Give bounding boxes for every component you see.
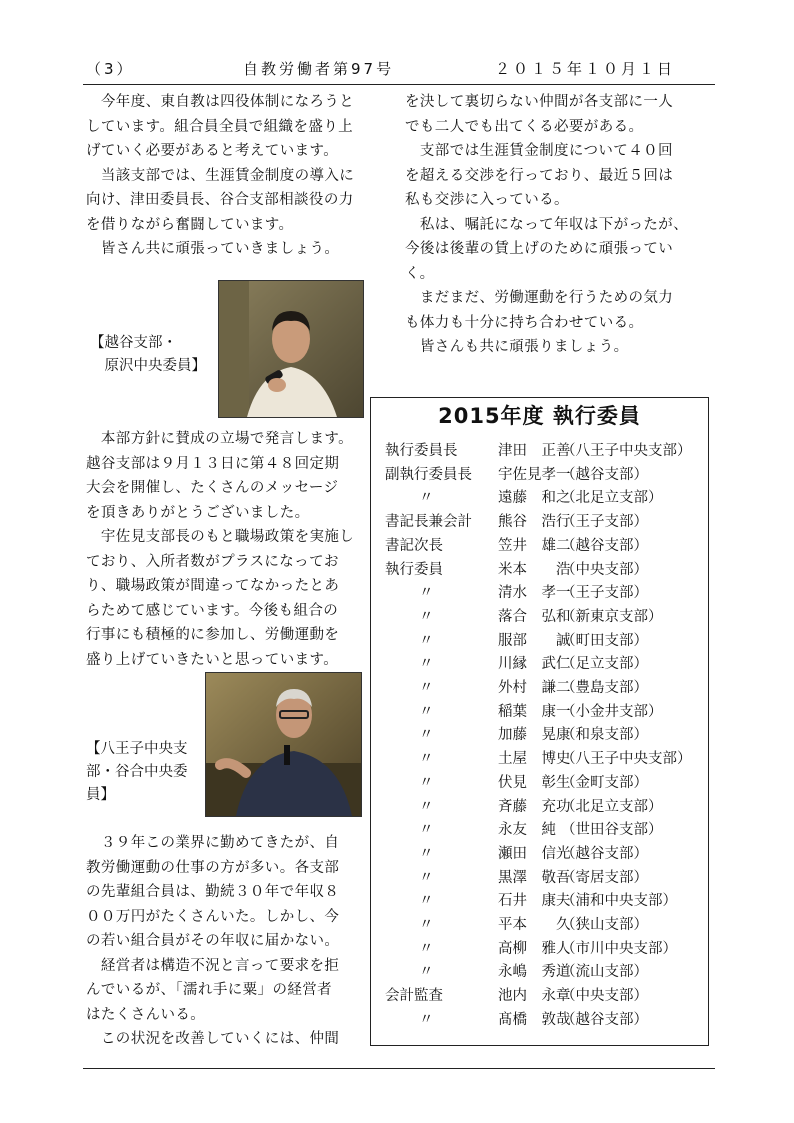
member-name: 外村 謙二	[498, 680, 571, 696]
photo-caption-harasawa	[90, 332, 206, 378]
member-name: 永嶋 秀道	[498, 964, 571, 981]
member-branch: （八王子中央支部）	[561, 443, 692, 459]
member-name: 池内 永章	[498, 988, 571, 1005]
committee-member-row	[371, 463, 708, 487]
member-name: 加藤 晃康	[498, 727, 571, 744]
member-name: 平本 久	[498, 917, 571, 933]
text-line: く。	[405, 265, 435, 282]
text-line: 今後は後輩の賃上げのために頑張ってい	[405, 241, 674, 257]
committee-member-row	[371, 486, 708, 510]
committee-member-row	[371, 581, 708, 605]
member-role: 〃	[419, 608, 434, 625]
committee-member-row	[371, 1008, 708, 1032]
text-line: を頂きありがとうございました。	[86, 504, 310, 521]
text-line: ３９年この業界に勤めてきたが、自	[86, 835, 340, 851]
member-name: 永友 純	[498, 822, 556, 839]
member-branch: （中央支部）	[561, 988, 648, 1005]
member-role: 〃	[419, 845, 434, 862]
member-role: 〃	[419, 1011, 434, 1028]
committee-member-row	[371, 605, 708, 629]
committee-member-row	[371, 913, 708, 937]
text-line: 当該支部では、生涯賃金制度の導入に	[86, 167, 355, 184]
member-name: 高柳 雅人	[498, 940, 571, 957]
member-role: 〃	[419, 656, 434, 673]
member-name: 熊谷 浩行	[498, 514, 571, 531]
committee-member-row	[371, 558, 708, 582]
committee-member-row	[371, 818, 708, 842]
text-line: げていく必要があると考えています。	[86, 143, 339, 159]
text-line: 私も交渉に入っている。	[405, 192, 569, 208]
right-top-text	[405, 90, 688, 360]
photo-harasawa	[218, 280, 364, 418]
committee-member-row	[371, 700, 708, 724]
left-top-text	[86, 90, 354, 262]
member-name: 髙橋 敦哉	[498, 1011, 571, 1028]
caption-line: 員】	[86, 787, 115, 803]
text-line: ており、入所者数がプラスになってお	[86, 553, 339, 570]
text-line: 経営者は構造不況と言って要求を拒	[86, 957, 340, 974]
text-line: 盛り上げていきたいと思っています。	[86, 651, 339, 668]
member-branch: （町田支部）	[561, 632, 648, 649]
text-line: の若い組合員がその年収に届かない。	[86, 933, 340, 949]
member-branch: （浦和中央支部）	[561, 893, 677, 910]
text-line: 大会を開催し、たくさんのメッセージ	[86, 480, 339, 496]
member-branch: （八王子中央支部）	[561, 751, 692, 768]
committee-member-row	[371, 534, 708, 558]
committee-member-row	[371, 510, 708, 534]
member-branch: （新東京支部）	[561, 608, 663, 625]
member-role: 〃	[419, 632, 434, 649]
member-role: 〃	[419, 869, 434, 886]
member-branch: （中央支部）	[561, 561, 648, 578]
text-line: 宇佐見支部長のもと職場政策を実施し	[86, 529, 355, 545]
issue-date: ２０１５年１０月１日	[495, 60, 676, 78]
text-line: 越谷支部は９月１３日に第４８回定期	[86, 455, 340, 472]
text-line: 向け、津田委員長、谷合支部相談役の力	[86, 192, 354, 208]
text-line: 本部方針に賛成の立場で発言します。	[86, 431, 354, 447]
member-role: 〃	[419, 822, 434, 839]
member-name: 川縁 武仁	[498, 656, 571, 673]
member-branch: （市川中央支部）	[561, 940, 677, 957]
text-line: 支部では生涯賃金制度について４０回	[405, 143, 673, 159]
member-branch: （豊島支部）	[561, 680, 648, 696]
member-role: 会計監査	[385, 988, 443, 1005]
text-line: まだまだ、労働運動を行うための気力	[405, 290, 674, 306]
member-role: 〃	[419, 727, 434, 744]
member-name: 石井 康夫	[498, 893, 571, 910]
text-line: の先輩組合員は、勤続３０年で年収８	[86, 884, 340, 900]
text-line: らためて感じています。今後も組合の	[86, 602, 339, 619]
member-name: 米本 浩	[498, 561, 571, 578]
caption-line: 部・谷合中央委	[86, 764, 188, 780]
member-role: 執行委員長	[385, 443, 458, 459]
member-role: 〃	[419, 798, 434, 815]
header-rule	[83, 84, 715, 85]
committee-member-row	[371, 629, 708, 653]
text-line: も体力も十分に持ち合わせている。	[405, 314, 644, 331]
committee-box	[370, 397, 709, 1046]
committee-member-row	[371, 747, 708, 771]
page-number: （3）	[86, 60, 135, 78]
member-role: 〃	[419, 585, 434, 602]
member-branch: （足立支部）	[561, 656, 648, 673]
member-branch: （王子支部）	[561, 514, 648, 531]
member-name: 稲葉 康一	[498, 703, 571, 720]
text-line: この状況を改善していくには、仲間	[86, 1031, 340, 1047]
member-name: 落合 弘和	[498, 608, 571, 625]
committee-member-row	[371, 889, 708, 913]
member-branch: （北足立支部）	[561, 490, 663, 507]
committee-member-row	[371, 984, 708, 1008]
newsletter-title: 自教労働者第97号	[243, 60, 395, 78]
text-line: 皆さん共に頑張っていきましょう。	[86, 241, 340, 257]
text-line: ００万円がたくさんいた。しかし、今	[86, 908, 340, 925]
member-role: 〃	[419, 751, 434, 768]
member-branch: （小金井支部）	[561, 703, 663, 720]
text-line: んでいるが、「濡れ手に粟」の経営者	[86, 982, 333, 998]
text-line: 教労働運動の仕事の方が多い。各支部	[86, 859, 340, 876]
member-branch: （金町支部）	[561, 774, 648, 791]
member-role: 〃	[419, 964, 434, 981]
member-branch: （越谷支部）	[561, 466, 648, 483]
member-name: 伏見 彰生	[498, 774, 571, 791]
committee-member-row	[371, 866, 708, 890]
member-name: 土屋 博史	[498, 751, 571, 768]
committee-title: 2015年度 執行委員	[438, 404, 641, 428]
member-name: 宇佐見孝一	[498, 466, 571, 483]
member-role: 〃	[419, 490, 434, 507]
member-branch: （王子支部）	[561, 585, 648, 602]
left-bottom-text	[86, 831, 339, 1052]
member-role: 〃	[419, 893, 434, 910]
text-line: を超える交渉を行っており、最近５回は	[405, 167, 674, 184]
text-line: でも二人でも出てくる必要がある。	[405, 118, 644, 135]
text-line: しています。組合員全員で組織を盛り上	[86, 118, 354, 135]
member-role: 副執行委員長	[385, 466, 472, 483]
photo-taniai	[205, 672, 362, 817]
member-role: 〃	[419, 774, 434, 791]
member-branch: （北足立支部）	[561, 798, 663, 815]
member-branch: （寄居支部）	[561, 869, 648, 886]
footer-rule	[83, 1068, 715, 1069]
member-branch: （流山支部）	[561, 964, 648, 981]
member-name: 津田 正善	[498, 443, 571, 459]
member-branch: （狭山支部）	[561, 917, 648, 933]
text-line: 今年度、東自教は四役体制になろうと	[86, 94, 355, 110]
member-role: 書記次長	[385, 537, 443, 554]
member-name: 清水 孝一	[498, 585, 571, 602]
member-branch: （和泉支部）	[561, 727, 648, 744]
member-role: 〃	[419, 940, 434, 957]
member-name: 黒澤 敬吾	[498, 869, 571, 886]
committee-member-row	[371, 795, 708, 819]
text-line: 私は、嘱託になって年収は下がったが、	[405, 216, 689, 233]
committee-member-row	[371, 652, 708, 676]
committee-member-row	[371, 842, 708, 866]
member-name: 笠井 雄二	[498, 537, 571, 554]
photo-caption-taniai	[86, 738, 188, 807]
committee-member-row	[371, 676, 708, 700]
member-name: 遠藤 和之	[498, 490, 571, 507]
text-line: り、職場政策が間違ってなかったとあ	[86, 578, 340, 594]
text-line: を決して裏切らない仲間が各支部に一人	[405, 94, 674, 110]
left-mid-text	[86, 427, 354, 672]
member-role: 〃	[419, 703, 434, 720]
member-role: 〃	[419, 917, 434, 933]
member-role: 〃	[419, 680, 434, 696]
text-line: を借りながら奮闘しています。	[86, 216, 294, 233]
committee-member-row	[371, 937, 708, 961]
caption-line: 【越谷支部・	[90, 335, 177, 351]
committee-member-row	[371, 723, 708, 747]
committee-member-row	[371, 960, 708, 984]
text-line: 皆さんも共に頑張りましょう。	[405, 339, 629, 355]
member-name: 瀬田 信光	[498, 845, 571, 862]
committee-member-row	[371, 439, 708, 463]
text-line: はたくさんいる。	[86, 1006, 206, 1023]
member-name: 斉藤 充功	[498, 798, 571, 815]
committee-member-row	[371, 771, 708, 795]
text-line: 行事にも積極的に参加し、労働運動を	[86, 627, 340, 643]
caption-line: 【八王子中央支	[86, 741, 188, 757]
caption-line: 原沢中央委員】	[90, 358, 206, 374]
member-branch: （世田谷支部）	[561, 822, 663, 839]
member-branch: （越谷支部）	[561, 537, 648, 554]
member-branch: （越谷支部）	[561, 845, 648, 862]
member-branch: （越谷支部）	[561, 1011, 648, 1028]
member-name: 服部 誠	[498, 632, 571, 649]
member-role: 執行委員	[385, 561, 443, 578]
member-role: 書記長兼会計	[385, 514, 472, 531]
